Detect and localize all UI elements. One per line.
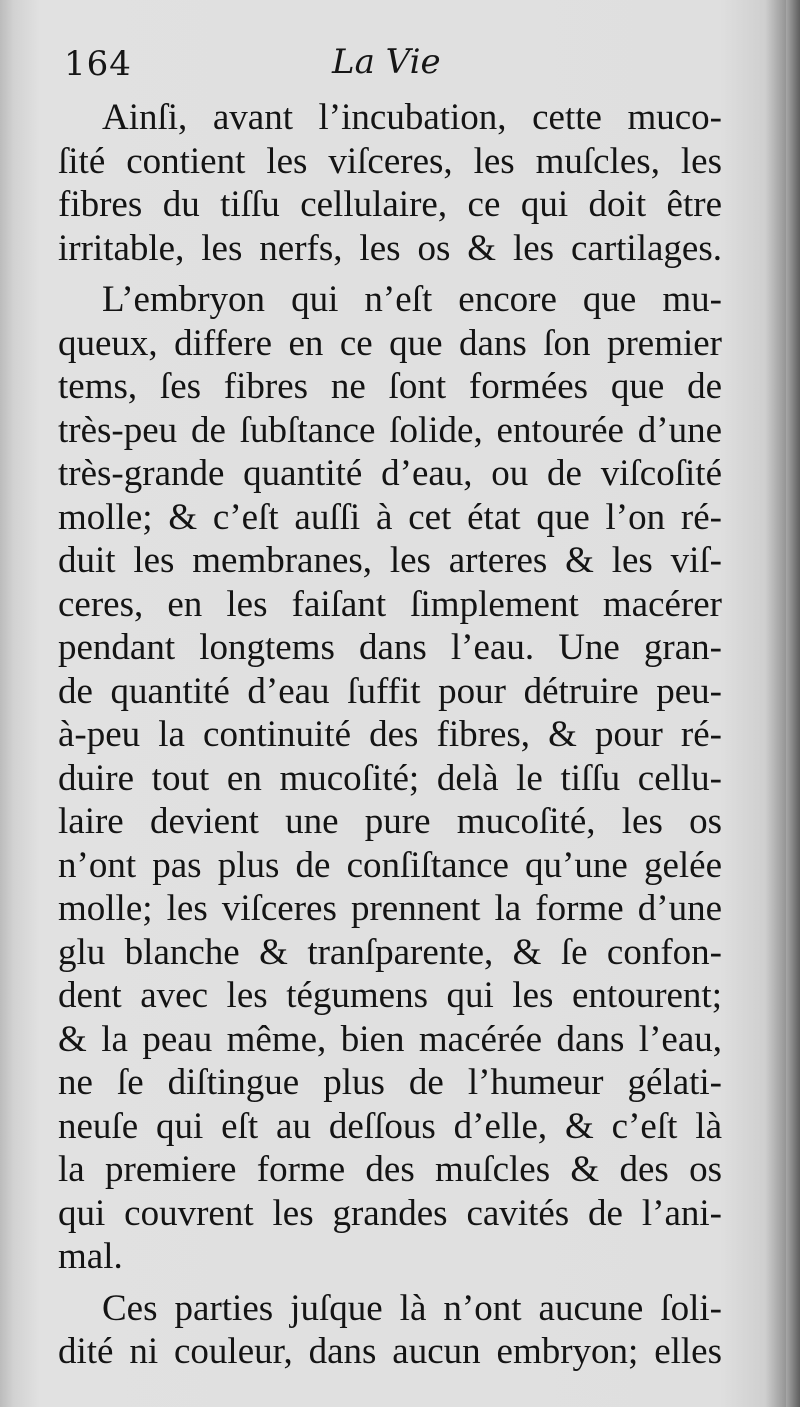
- text-line: glu blanche & tranſparente, & ſe confon-: [58, 931, 722, 973]
- text-line: irritable, les nerfs, les os & les cartilages.: [58, 227, 722, 269]
- text-line: laire devient une pure mucoſité, les os: [58, 801, 722, 842]
- page-edge-shadow: [786, 0, 800, 1407]
- text-line: dent avec les tégumens qui les entourent;: [58, 975, 722, 1016]
- text-line: ceres, en les faiſant ſimplement macérer: [58, 583, 722, 625]
- text-line: ſité contient les viſceres, les muſcles, les: [58, 140, 722, 182]
- text-line: tems, ſes fibres ne ſont formées que de: [58, 366, 722, 407]
- text-line: très-grande quantité d’eau, ou de viſcoſité: [58, 453, 722, 494]
- text-line: Ces parties juſque là n’ont aucune ſoli-: [102, 1287, 722, 1329]
- text-line: neuſe qui eſt au deſſous d’elle, & c’eſt là: [58, 1105, 722, 1147]
- text-line: molle; & c’eſt auſſi à cet état que l’on ré-: [58, 496, 722, 538]
- running-title: La Vie: [332, 42, 441, 82]
- text-line: de quantité d’eau ſuffit pour détruire peu-: [58, 670, 722, 712]
- text-line: qui couvrent les grandes cavités de l’ani-: [58, 1192, 722, 1234]
- text-line: la premiere forme des muſcles & des os: [58, 1149, 722, 1190]
- text-line: mal.: [58, 1236, 123, 1277]
- text-line: molle; les viſceres prennent la forme d’une: [58, 888, 722, 929]
- text-line: duit les membranes, les arteres & les viſ-: [58, 540, 722, 581]
- text-line: ne ſe diſtingue plus de l’humeur gélati-: [58, 1062, 722, 1103]
- text-line: queux, differe en ce que dans ſon premier: [58, 322, 722, 364]
- running-head: [0, 38, 800, 88]
- page-number: 164: [64, 44, 132, 84]
- text-line: n’ont pas plus de conſiſtance qu’une gelée: [58, 844, 722, 886]
- text-line: fibres du tiſſu cellulaire, ce qui doit être: [58, 184, 722, 225]
- text-line: très-peu de ſubſtance ſolide, entourée d’une: [58, 409, 722, 451]
- text-line: duire tout en mucoſité; delà le tiſſu cellu-: [58, 757, 722, 799]
- text-line: pendant longtems dans l’eau. Une gran-: [58, 627, 722, 668]
- text-line: Ainſi, avant l’incubation, cette muco-: [102, 97, 722, 138]
- text-line: & la peau même, bien macérée dans l’eau,: [58, 1018, 722, 1060]
- text-line: dité ni couleur, dans aucun embryon; elles: [58, 1331, 722, 1372]
- body-text: [58, 96, 722, 1374]
- text-line: L’embryon qui n’eſt encore que mu-: [102, 279, 722, 320]
- text-line: à-peu la continuité des fibres, & pour ré-: [58, 714, 722, 755]
